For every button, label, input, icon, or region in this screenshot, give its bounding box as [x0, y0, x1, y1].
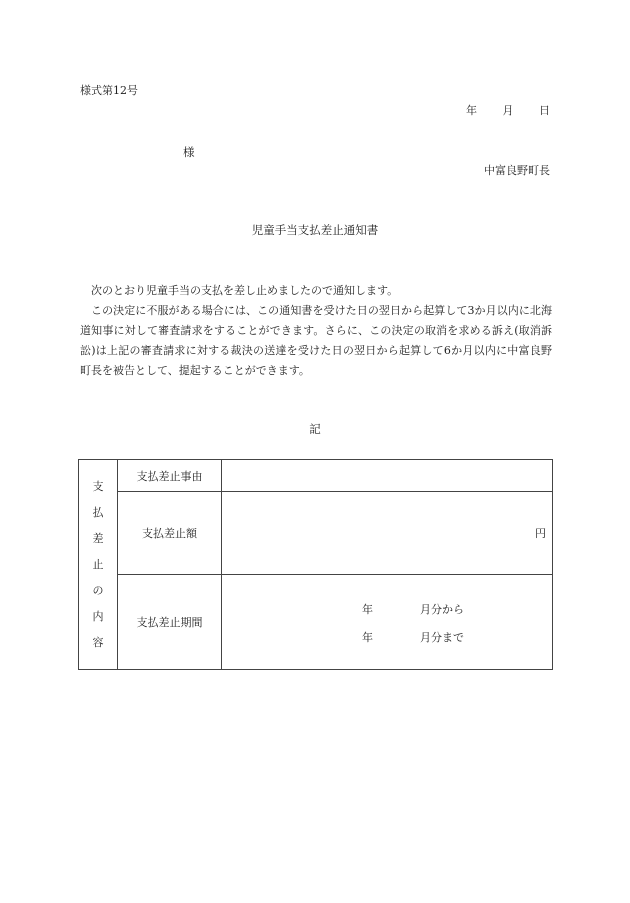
period-to-text: 月分まで — [420, 631, 464, 644]
period-value-cell — [222, 575, 553, 670]
body-paragraph-notice: 次のとおり児童手当の支払を差し止めましたので通知します。 — [91, 284, 399, 297]
reason-label: 支払差止事由 — [118, 460, 222, 492]
period-from-text: 月分から — [420, 603, 464, 616]
date-month-label: 月 — [502, 104, 514, 117]
amount-label: 支払差止額 — [118, 492, 222, 575]
document-title: 児童手当支払差止通知書 — [251, 223, 379, 237]
period-to-year: 年 — [362, 631, 373, 644]
body-text — [80, 281, 552, 381]
date-day-label: 日 — [539, 104, 550, 117]
table-row-reason — [79, 460, 553, 492]
side-header-vertical-text: 支 払 差 止 の 内 容 — [92, 479, 104, 649]
form-number: 様式第12号 — [80, 84, 138, 97]
date-year-label: 年 — [466, 104, 477, 117]
issuer-name: 中富良野町長 — [484, 164, 550, 177]
period-from-line — [362, 601, 464, 617]
body-paragraph-appeal: この決定に不服がある場合には、この通知書を受けた日の翌日から起算して3か月以内に北海道知事に対して審査請求をすることができます。さらに、この決定の取消を求める訴え(取消訴訟)は上記の審査請求に対する裁決の送達を受けた日の翌日から起算して6か月以内に中富良野町長を被告として、提起することができます。 — [80, 304, 552, 377]
addressee-suffix: 様 — [183, 145, 195, 159]
period-label: 支払差止期間 — [118, 575, 222, 670]
side-header-cell — [79, 460, 118, 670]
date-line — [444, 102, 550, 118]
ki-heading: 記 — [309, 422, 321, 436]
table-row-amount — [79, 492, 553, 575]
amount-value-cell — [222, 492, 553, 575]
details-table — [78, 459, 553, 670]
period-from-year: 年 — [362, 603, 373, 616]
period-to-line — [362, 629, 464, 645]
reason-value-cell — [222, 460, 553, 492]
amount-unit: 円 — [535, 527, 546, 540]
table-row-period — [79, 575, 553, 670]
